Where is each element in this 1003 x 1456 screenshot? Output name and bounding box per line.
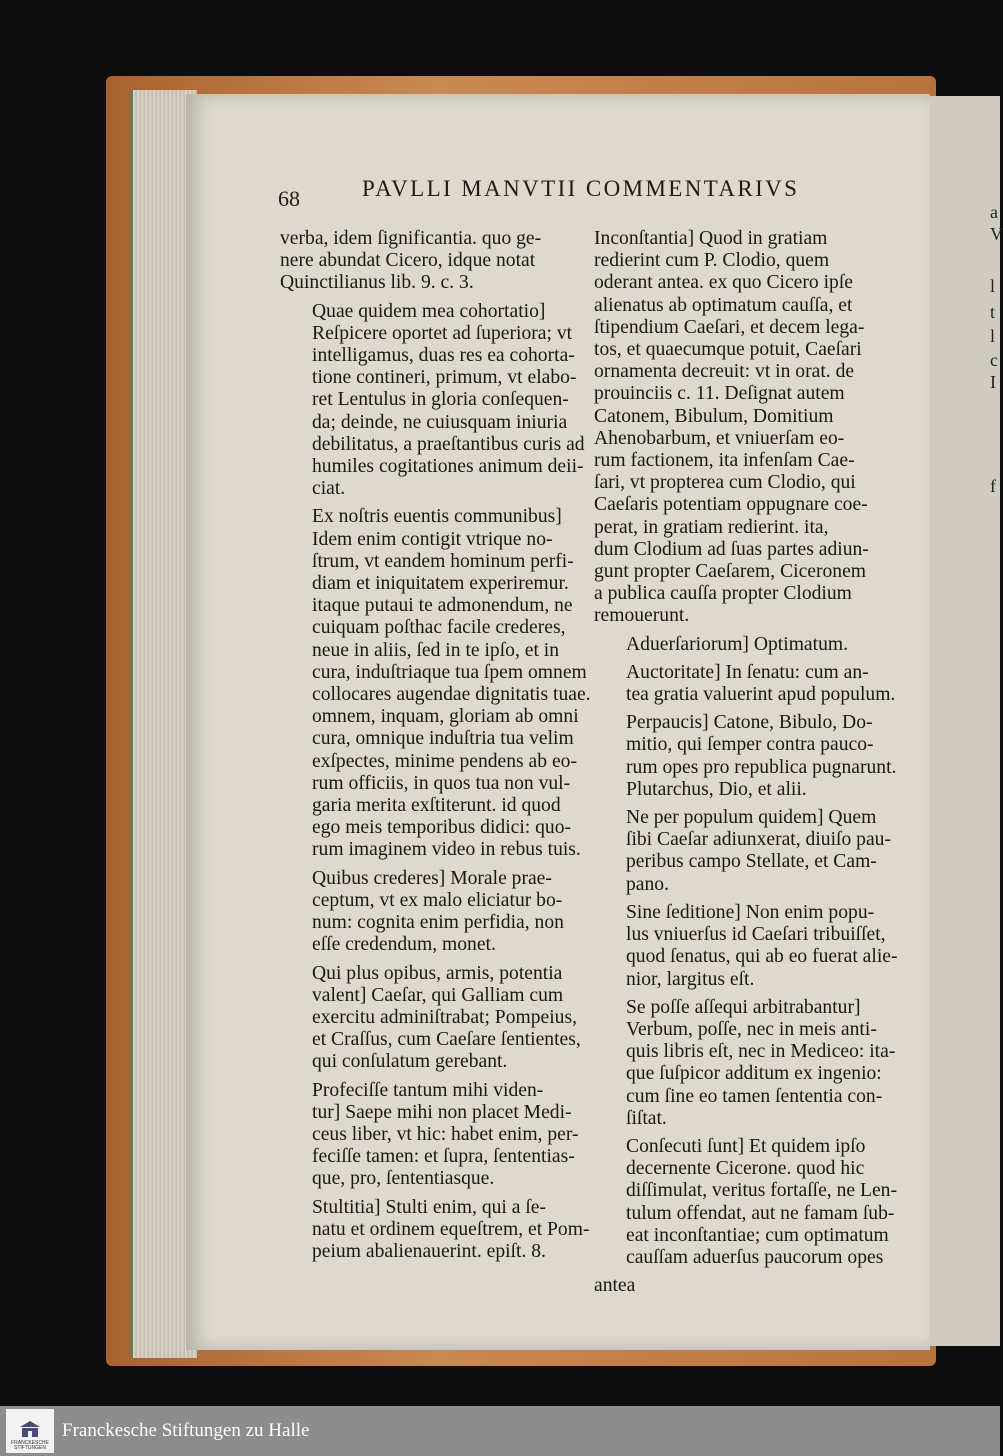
text-line: Inconſtantia] Quod in gratiam bbox=[594, 228, 828, 249]
text-line: mitio, qui ſemper contra pauco- bbox=[626, 734, 874, 756]
text-line: diam et iniquitatem experiremur. bbox=[312, 573, 569, 595]
text-line: Verbum, poſſe, nec in meis anti- bbox=[626, 1018, 877, 1040]
commentary-paragraph bbox=[594, 634, 906, 656]
text-line: eſſe credendum, monet. bbox=[312, 934, 496, 956]
text-line: ceptum, vt ex malo eliciatur bo- bbox=[312, 889, 563, 911]
text-line: gunt propter Caeſarem, Ciceronem bbox=[594, 561, 867, 583]
commentary-paragraph bbox=[280, 963, 598, 1074]
text-line: prouinciis c. 11. Deſignat autem bbox=[594, 383, 845, 405]
text-line: cura, induſtriaque tua ſpem omnem bbox=[312, 661, 587, 683]
commentary-paragraph bbox=[280, 1197, 598, 1264]
text-line: perat, in gratiam redierint. ita, bbox=[594, 516, 829, 538]
text-line: ceus liber, vt hic: habet enim, per- bbox=[312, 1123, 579, 1145]
text-line: quis libris eſt, nec in Mediceo: ita- bbox=[626, 1041, 896, 1063]
text-line: Idem enim contigit vtrique no- bbox=[312, 528, 553, 550]
text-line: que ſuſpicor additum ex ingenio: bbox=[626, 1063, 882, 1085]
building-icon bbox=[19, 1420, 41, 1438]
text-line: ret Lentulus in gloria conſequen- bbox=[312, 389, 569, 411]
text-line: nere abundat Cicero, idque notat bbox=[280, 250, 536, 272]
text-line: num: cognita enim perfidia, non bbox=[312, 912, 564, 934]
text-line: ſari, vt propterea cum Clodio, qui bbox=[594, 472, 856, 494]
text-line: que, pro, ſententiasque. bbox=[312, 1168, 495, 1190]
text-line: Qui plus opibus, armis, potentia bbox=[312, 962, 563, 984]
logo-text-line: STIFTUNGEN bbox=[14, 1445, 46, 1451]
text-line: tur] Saepe mihi non placet Medi- bbox=[312, 1101, 572, 1123]
text-line: alienatus ab optimatum cauſſa, et bbox=[594, 294, 853, 316]
text-line: itaque putaui te admonendum, ne bbox=[312, 595, 573, 617]
text-line: remouerunt. bbox=[594, 605, 690, 627]
text-line: peribus campo Stellate, et Cam- bbox=[626, 851, 877, 873]
running-head bbox=[278, 172, 898, 212]
text-line: humiles cogitationes animum deii- bbox=[312, 456, 584, 478]
text-line: Conſecuti ſunt] Et quidem ipſo bbox=[626, 1135, 866, 1157]
text-line: ciat. bbox=[312, 478, 346, 500]
text-line: ſiſtat. bbox=[626, 1107, 667, 1129]
text-line: Ex noſtris euentis communibus] bbox=[312, 506, 562, 528]
text-line: tione contineri, primum, vt elabo- bbox=[312, 367, 577, 389]
text-line: quod ſenatus, qui ab eo fuerat alie- bbox=[626, 946, 898, 968]
commentary-paragraph bbox=[280, 301, 598, 501]
text-line: qui conſulatum gerebant. bbox=[312, 1051, 508, 1073]
text-line: cum ſine eo tamen ſententia con- bbox=[626, 1085, 883, 1107]
commentary-paragraph bbox=[594, 228, 906, 628]
text-line: rum opes pro republica pugnarunt. bbox=[626, 756, 897, 778]
text-line: ſibi Caeſar adiunxerat, diuiſo pau- bbox=[626, 829, 891, 851]
text-line: feciſſe tamen: et ſupra, ſententias- bbox=[312, 1146, 575, 1168]
facing-page-fragment: l bbox=[990, 276, 996, 296]
page-number: 68 bbox=[278, 186, 300, 211]
running-head-title: PAVLLI MANVTII COMMENTARIVS bbox=[362, 176, 800, 201]
text-line: Quibus crederes] Morale prae- bbox=[312, 867, 552, 889]
text-line: exercitu adminiſtrabat; Pompeius, bbox=[312, 1006, 577, 1028]
text-line: garia merita exſtiterunt. id quod bbox=[312, 795, 561, 817]
text-line: Quae quidem mea cohortatio] bbox=[312, 300, 546, 322]
commentary-paragraph bbox=[594, 662, 906, 706]
commentary-paragraph bbox=[280, 228, 598, 295]
text-line: Sine ſeditione] Non enim popu- bbox=[626, 901, 875, 923]
facing-page-fragment: I bbox=[990, 372, 996, 392]
commentary-paragraph bbox=[594, 1275, 906, 1297]
text-line: nior, largitus eſt. bbox=[626, 968, 755, 990]
text-line: Ahenobarbum, et vniuerſam eo- bbox=[594, 427, 845, 449]
text-line: Quinctilianus lib. 9. c. 3. bbox=[280, 272, 474, 294]
text-line: ornamenta decreuit: vt in orat. de bbox=[594, 361, 855, 383]
text-line: ſtrum, vt eandem hominum perfi- bbox=[312, 550, 574, 572]
facing-page-fragment: a bbox=[990, 202, 998, 222]
text-line: pano. bbox=[626, 873, 669, 895]
text-line: Plutarchus, Dio, et alii. bbox=[626, 778, 807, 800]
facing-page-fragment: f bbox=[990, 476, 996, 496]
commentary-paragraph bbox=[280, 506, 598, 861]
text-line: tea gratia valuerint apud populum. bbox=[626, 684, 896, 706]
text-line: rum officiis, in quos tua non vul- bbox=[312, 772, 571, 794]
text-line: collocares augendae dignitatis tuae. bbox=[312, 684, 591, 706]
text-line: ſtipendium Caeſari, et decem lega- bbox=[594, 316, 865, 338]
text-line: cura, omnique induſtria tua velim bbox=[312, 728, 574, 750]
text-line: Stultitia] Stulti enim, qui a ſe- bbox=[312, 1196, 547, 1218]
text-line: Perpaucis] Catone, Bibulo, Do- bbox=[626, 712, 873, 734]
text-line: antea bbox=[594, 1275, 636, 1297]
facing-page-fragment: V bbox=[990, 224, 1003, 244]
commentary-paragraph bbox=[280, 1080, 598, 1191]
text-line: neue in aliis, ſed in te ipſo, et in bbox=[312, 639, 560, 661]
text-line: decernente Cicerone. quod hic bbox=[626, 1158, 865, 1180]
text-line: omnem, inquam, gloriam ab omni bbox=[312, 706, 579, 728]
commentary-paragraph bbox=[594, 712, 906, 801]
text-line: rum imaginem video in rebus tuis. bbox=[312, 839, 581, 861]
footer-label: Franckesche Stiftungen zu Halle bbox=[62, 1420, 310, 1441]
facing-page-fragment: t bbox=[990, 302, 996, 322]
logo-text-line: FRANCKESCHE bbox=[11, 1440, 49, 1446]
text-line: peium abalienauerint. epiſt. 8. bbox=[312, 1240, 546, 1262]
text-line: ego meis temporibus didici: quo- bbox=[312, 817, 572, 839]
text-line: tos, et quaecumque potuit, Caeſari bbox=[594, 339, 862, 361]
text-line: Aduerſariorum] Optimatum. bbox=[626, 633, 849, 655]
text-line: Profeciſſe tantum mihi viden- bbox=[312, 1079, 544, 1101]
text-line: dum Clodium ad ſuas partes adiun- bbox=[594, 538, 869, 560]
text-line: da; deinde, ne cuiusquam iniuria bbox=[312, 411, 568, 433]
text-line: oderant antea. ex quo Cicero ipſe bbox=[594, 272, 853, 294]
text-line: Reſpicere oportet ad ſuperiora; vt bbox=[312, 322, 573, 344]
facing-page-strip bbox=[930, 96, 1003, 1346]
footer-bar bbox=[0, 1406, 1000, 1456]
commentary-paragraph bbox=[280, 868, 598, 957]
text-line: valent] Caeſar, qui Galliam cum bbox=[312, 984, 564, 1006]
text-line: Catonem, Bibulum, Domitium bbox=[594, 405, 834, 427]
text-line: Ne per populum quidem] Quem bbox=[626, 807, 877, 829]
text-line: rum factionem, ita infenſam Cae- bbox=[594, 450, 855, 472]
text-line: diſſimulat, veritus fortaſſe, ne Len- bbox=[626, 1180, 897, 1202]
text-line: verba, idem ſignificantia. quo ge- bbox=[280, 228, 542, 249]
commentary-paragraph bbox=[594, 1136, 906, 1269]
text-line: Se poſſe aſſequi arbitrabantur] bbox=[626, 996, 861, 1018]
text-line: debilitatus, a praeſtantibus curis ad bbox=[312, 433, 585, 455]
text-line: natu et ordinem equeſtrem, et Pom- bbox=[312, 1218, 590, 1240]
left-text-column bbox=[280, 228, 598, 1269]
text-line: lus vniuerſus id Caeſari tribuiſſet, bbox=[626, 924, 886, 946]
text-line: Auctoritate] In ſenatu: cum an- bbox=[626, 661, 869, 683]
text-line: eat inconſtantiae; cum optimatum bbox=[626, 1224, 889, 1246]
facing-page-fragment: c bbox=[990, 350, 998, 370]
text-line: tulum offendat, aut ne famam ſub- bbox=[626, 1202, 895, 1224]
text-line: redierint cum P. Clodio, quem bbox=[594, 250, 830, 272]
text-line: exſpectes, minime pendens ab eo- bbox=[312, 750, 577, 772]
text-line: cuiquam poſthac facile crederes, bbox=[312, 617, 566, 639]
commentary-paragraph bbox=[594, 997, 906, 1130]
text-line: cauſſam aduerſus paucorum opes bbox=[626, 1246, 884, 1268]
institution-logo bbox=[6, 1409, 54, 1453]
text-line: et Craſſus, cum Caeſare ſentientes, bbox=[312, 1029, 581, 1051]
text-line: intelligamus, duas res ea cohorta- bbox=[312, 345, 575, 367]
text-line: a publica cauſſa propter Clodium bbox=[594, 583, 852, 605]
facing-page-fragment: l bbox=[990, 326, 996, 346]
right-text-column bbox=[594, 228, 906, 1303]
commentary-paragraph bbox=[594, 807, 906, 896]
commentary-paragraph bbox=[594, 902, 906, 991]
text-line: Caeſaris potentiam oppugnare coe- bbox=[594, 494, 868, 516]
